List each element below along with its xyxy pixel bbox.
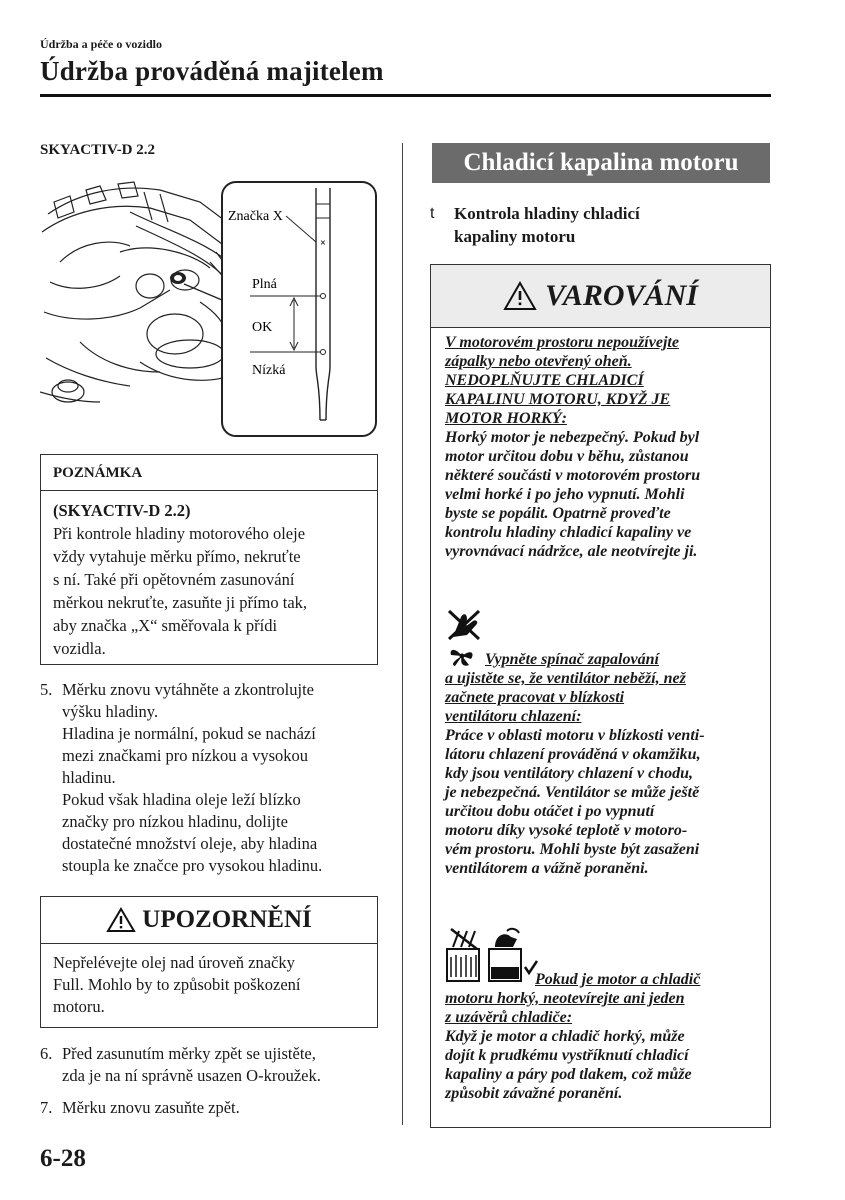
section-title: Chladicí kapalina motoru xyxy=(432,143,770,183)
note-line: Při kontrole hladiny motorového oleje xyxy=(53,524,306,543)
bullet-marker: t xyxy=(430,205,435,222)
caution-line: Full. Mohlo by to způsobit poškození xyxy=(53,975,301,994)
note-line: měrkou nekruťte, zasuňte ji přímo tak, xyxy=(53,593,308,612)
step-number: 7. xyxy=(40,1098,53,1117)
ok-range-label: OK xyxy=(252,320,273,335)
page-title: Údržba prováděná majitelem xyxy=(40,56,384,86)
note-box xyxy=(40,454,378,665)
note-line: vozidla. xyxy=(53,639,106,658)
full-level-label: Plná xyxy=(252,277,277,292)
warning-triangle-icon xyxy=(503,281,537,311)
step-7: 7. Měrku znovu zasuňte zpět. xyxy=(40,1098,240,1117)
dipstick-illustration xyxy=(40,172,380,440)
step-number: 5. xyxy=(40,680,53,699)
note-line: aby značka „X“ směřovala k přídi xyxy=(53,616,278,635)
svg-text:×: × xyxy=(320,238,326,249)
column-divider xyxy=(402,143,403,1125)
page-number: 6-28 xyxy=(40,1145,86,1172)
engine-variant-label: SKYACTIV-D 2.2 xyxy=(40,142,156,158)
step-5: 5. Měrku znovu vytáhněte a zkontrolujte výšku hladiny. Hladina je normální, pokud se nachází mezi značkami pro nízkou a vysokou hladinu. Pokud však hladina oleje leží blízko značky pro nízkou hladinu, dolijte dostatečné množství oleje, aby hladina stoupla ke značce pro vysokou hladinu. xyxy=(40,680,323,875)
warning-triangle-icon xyxy=(106,907,136,933)
caution-line: Nepřelévejte olej nad úroveň značky xyxy=(53,953,295,972)
caution-line: motoru. xyxy=(53,997,105,1016)
warning-paragraph-2: Vypněte spínač zapalování a ujistěte se, že ventilátor neběží, než začnete pracovat v blízkosti ventilátoru chlazení: Práce v oblasti motoru v blízkosti venti- látoru chlazení prováděná v okamžiku, kdy jsou ventilátory chlazení v chodu, je nebezpečná. Ventilátor se může ještě určitou dobu otáčet i po vypnutí motoru díky vysoké teplotě v motoro- vém prostoru. Mohli byste být zasaženi ventilátorem a vážně poraněni. xyxy=(445,651,705,877)
mark-x-label: Značka X xyxy=(228,209,283,224)
caution-box xyxy=(40,896,378,1028)
subsection-heading: t Kontrola hladiny chladicí kapaliny motoru xyxy=(430,204,640,246)
note-heading: POZNÁMKA xyxy=(41,455,377,491)
warning-heading: VAROVÁNÍ xyxy=(431,265,770,328)
no-hand-near-fan-icon xyxy=(445,607,485,643)
note-line: s ní. Také při opětovném zasunování xyxy=(53,570,295,589)
step-number: 6. xyxy=(40,1044,53,1063)
step-6: 6. Před zasunutím měrky zpět se ujistěte, zda je na ní správně usazen O-kroužek. xyxy=(40,1044,321,1085)
warning-paragraph-1: V motorovém prostoru nepoužívejte zápalky nebo otevřený oheň. NEDOPLŇUJTE CHLADICÍ KAPALINU MOTORU, KDYŽ JE MOTOR HORKÝ: Horký motor je nebezpečný. Pokud byl motor určitou dobu v běhu, zůstanou některé součásti v motorovém prostoru velmi horké i po jeho vypnutí. Mohli byste se popálit. Opatrně proveďte kontrolu hladiny chladicí kapaliny ve vyrovnávací nádržce, ale neotvírejte ji. xyxy=(445,334,701,560)
low-level-label: Nízká xyxy=(252,363,286,378)
breadcrumb: Údržba a péče o vozidlo xyxy=(40,37,162,51)
note-line: vždy vytahuje měrku přímo, nekruťte xyxy=(53,547,301,566)
caution-heading: UPOZORNĚNÍ xyxy=(41,897,377,944)
warning-paragraph-3: Pokud je motor a chladič motoru horký, neotevírejte ani jeden z uzávěrů chladiče: Když je motor a chladič horký, může dojít k prudkému vystříknutí chladicí kapaliny a páry pod tlakem, což může způsobit závažné poranění. xyxy=(445,971,701,1102)
note-subheading: (SKYACTIV-D 2.2) xyxy=(53,501,191,520)
warning-box xyxy=(430,264,771,1128)
title-rule xyxy=(40,94,771,97)
